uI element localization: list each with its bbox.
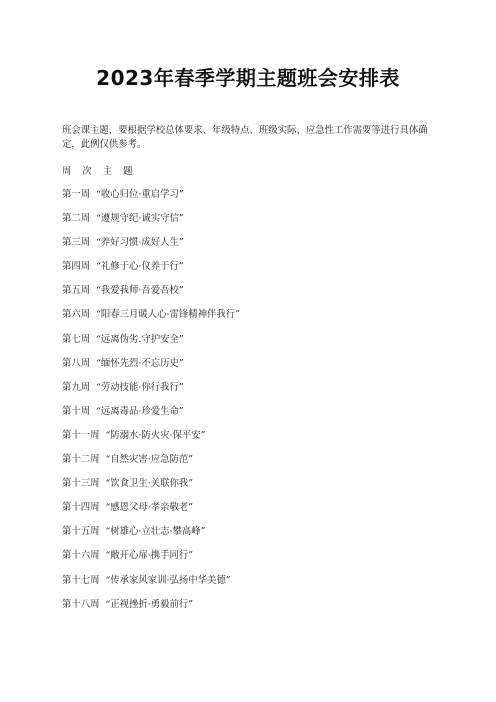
- theme-text: “敞开心扉·携手同行”: [105, 550, 194, 562]
- theme-text: “我爱我师·吾爱吾校”: [96, 285, 184, 297]
- theme-text: “饮食卫生·关联你我”: [105, 478, 194, 490]
- theme-text: “自然灾害·应急防范”: [105, 454, 194, 466]
- schedule-row: [62, 451, 462, 475]
- week-label: 第十七周: [62, 574, 100, 586]
- table-header: [62, 163, 139, 177]
- schedule-row: [62, 355, 462, 379]
- week-label: 第十八周: [62, 598, 100, 610]
- theme-text: “远离毒品·珍爱生命”: [96, 405, 184, 417]
- theme-text: “传承家风家训·弘扬中华美德”: [105, 574, 231, 586]
- theme-text: “远离伪劣.守护安全”: [96, 333, 184, 345]
- header-ti: 题: [123, 166, 135, 177]
- theme-text: “缅怀先烈·不忘历史”: [96, 357, 184, 369]
- week-label: 第八周: [62, 357, 91, 369]
- theme-text: “养好习惯·成好人生”: [96, 237, 184, 249]
- schedule-row: [62, 282, 462, 306]
- week-label: 第一周: [62, 189, 91, 200]
- page-title: 2023年春季学期主题班会安排表: [96, 66, 400, 90]
- week-label: 第三周: [62, 237, 91, 249]
- header-ci: 次: [82, 166, 94, 177]
- week-label: 第十五周: [62, 526, 100, 538]
- theme-text: “树雄心·立壮志·攀高峰”: [105, 526, 206, 538]
- schedule-row: [62, 331, 462, 355]
- theme-text: “防溺水·防火灾·保平安”: [105, 429, 206, 441]
- week-label: 第四周: [62, 261, 91, 273]
- week-label: 第七周: [62, 333, 91, 345]
- schedule-row: [62, 427, 462, 451]
- schedule-row: [62, 596, 462, 620]
- header-zhu: 主: [102, 166, 115, 177]
- week-label: 第十二周: [62, 454, 100, 466]
- week-label: 第六周: [62, 309, 91, 321]
- theme-text: “劳动技能·你行我行”: [96, 381, 184, 393]
- week-label: 第十三周: [62, 478, 100, 490]
- week-label: 第十四周: [62, 502, 100, 514]
- schedule-list: [62, 186, 462, 620]
- theme-text: “阳春三月暖人心·雷锋精神伴我行”: [96, 309, 240, 321]
- schedule-row: [62, 210, 462, 234]
- week-label: 第二周: [62, 213, 91, 225]
- header-week: 周: [62, 166, 74, 177]
- schedule-row: [62, 547, 462, 571]
- schedule-row: [62, 379, 462, 403]
- week-label: 第十周: [62, 405, 91, 417]
- schedule-row: [62, 234, 462, 258]
- theme-text: “正视挫折·勇毅前行”: [105, 598, 194, 610]
- week-label: 第五周: [62, 285, 91, 297]
- theme-text: “礼修于心·仪养于行”: [96, 261, 184, 273]
- schedule-row: [62, 403, 462, 427]
- schedule-row: [62, 475, 462, 499]
- schedule-row: [62, 523, 462, 547]
- schedule-row: [62, 499, 462, 523]
- schedule-row: [62, 186, 462, 210]
- schedule-row: [62, 572, 462, 596]
- theme-text: “遵规守纪·诚实守信”: [96, 213, 184, 225]
- schedule-row: [62, 306, 462, 330]
- week-label: 第十六周: [62, 550, 100, 562]
- theme-text: “感恩父母·孝亲敬老”: [105, 502, 194, 514]
- schedule-row: [62, 258, 462, 282]
- week-label: 第十一周: [62, 429, 100, 441]
- intro-paragraph: 班会课主题，要根据学校总体要求、年级特点、班级实际、应急性工作需要等进行具体确定，此例仅供参考。: [62, 125, 428, 150]
- theme-text: “收心归位·重启学习”: [96, 189, 184, 200]
- week-label: 第九周: [62, 381, 91, 393]
